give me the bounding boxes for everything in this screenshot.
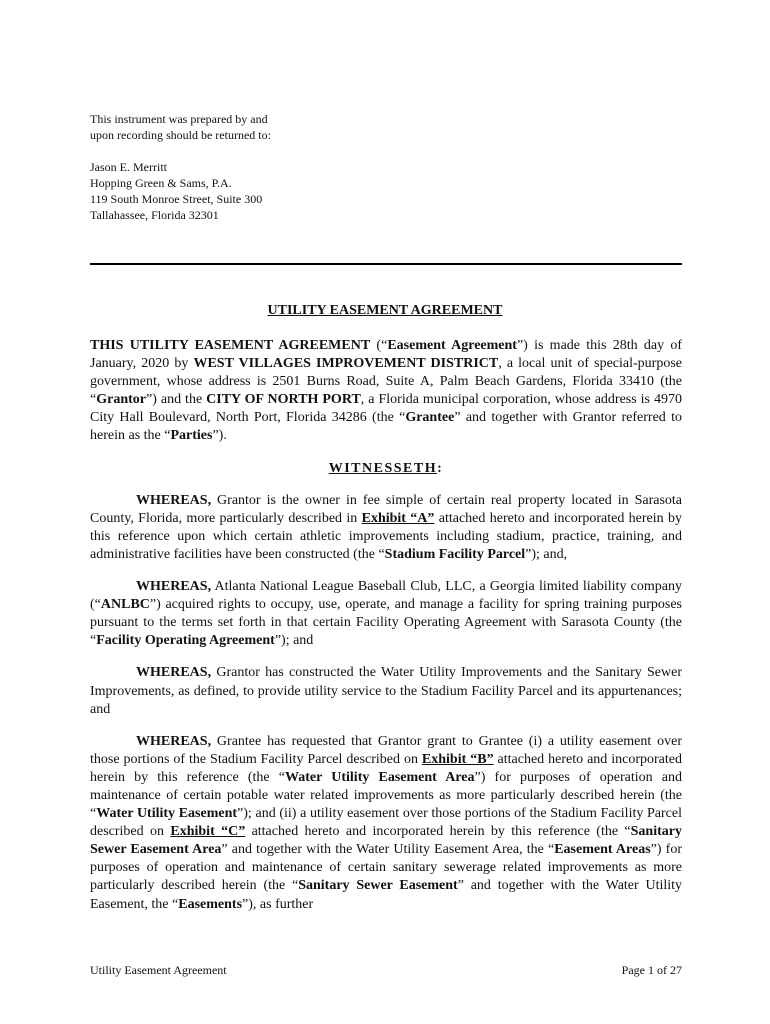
preparer-block xyxy=(90,111,271,223)
document-title: UTILITY EASEMENT AGREEMENT xyxy=(267,303,503,318)
prepared-line-1: This instrument was prepared by and xyxy=(90,112,268,126)
preparer-city: Tallahassee, Florida 32301 xyxy=(90,208,219,222)
footer-page-number: Page 1 of 27 xyxy=(621,963,682,977)
whereas-paragraph-1: WHEREAS, Grantor is the owner in fee simple of certain real property located in Sarasota County, Florida, more particularly described in Exhibit “A” attached hereto and incorporated herein by this reference upon which certain athletic improvements including stadium, practice, training, and administrative facilities have been constructed (the “Stadium Facility Parcel”); and, xyxy=(90,492,682,562)
witnesseth-heading: WITNESSETH: xyxy=(328,460,444,476)
footer-document-name: Utility Easement Agreement xyxy=(90,963,227,977)
exhibit-a-reference: Exhibit “A” xyxy=(361,510,435,526)
page-footer xyxy=(90,963,682,978)
whereas-paragraph-3: WHEREAS, Grantor has constructed the Water Utility Improvements and the Sanitary Sewer Improvements, as defined, to provide utility service to the Stadium Facility Parcel and its appurtenances; and xyxy=(90,665,682,717)
document-body xyxy=(90,337,682,928)
intro-paragraph: THIS UTILITY EASEMENT AGREEMENT (“Easement Agreement”) is made this 28th day of January, 2020 by WEST VILLAGES IMPROVEMENT DISTRICT, a local unit of special-purpose government, whose address is 2501 Burns Road, Suite A, Palm Beach Gardens, Florida 33410 (the “Grantor”) and the CITY OF NORTH PORT, a Florida municipal corporation, whose address is 4970 City Hall Boulevard, North Port, Florida 34286 (the “Grantee” and together with Grantor referred to herein as the “Parties”). xyxy=(90,338,683,444)
preparer-name: Jason E. Merritt xyxy=(90,160,167,174)
exhibit-c-reference: Exhibit “C” xyxy=(170,824,246,840)
exhibit-b-reference: Exhibit “B” xyxy=(421,751,494,767)
whereas-paragraph-4: WHEREAS, Grantee has requested that Grantor grant to Grantee (i) a utility easement over those portions of the Stadium Facility Parcel described on Exhibit “B” attached hereto and incorporated herein by this reference (the “Water Utility Easement Area”) for purposes of operation and maintenance of certain potable water related improvements as more particularly described herein (the “Water Utility Easement”); and (ii) a utility easement over those portions of the Stadium Facility Parcel described on Exhibit “C” attached hereto and incorporated herein by this reference (the “Sanitary Sewer Easement Area” and together with the Water Utility Easement Area, the “Easement Areas”) for purposes of operation and maintenance of certain sanitary sewerage related improvements as more particularly described herein (the “Sanitary Sewer Easement” and together with the Water Utility Easement, the “Easements”), as further xyxy=(90,733,683,912)
whereas-paragraph-2: WHEREAS, Atlanta National League Baseball Club, LLC, a Georgia limited liability company (“ANLBC”) acquired rights to occupy, use, operate, and manage a facility for spring training purposes pursuant to the terms set forth in that certain Facility Operating Agreement with Sarasota County (the “Facility Operating Agreement”); and xyxy=(90,579,682,649)
preparer-firm: Hopping Green & Sams, P.A. xyxy=(90,176,232,190)
prepared-line-2: upon recording should be returned to: xyxy=(90,128,271,142)
preparer-street: 119 South Monroe Street, Suite 300 xyxy=(90,192,263,206)
horizontal-rule xyxy=(90,263,682,265)
